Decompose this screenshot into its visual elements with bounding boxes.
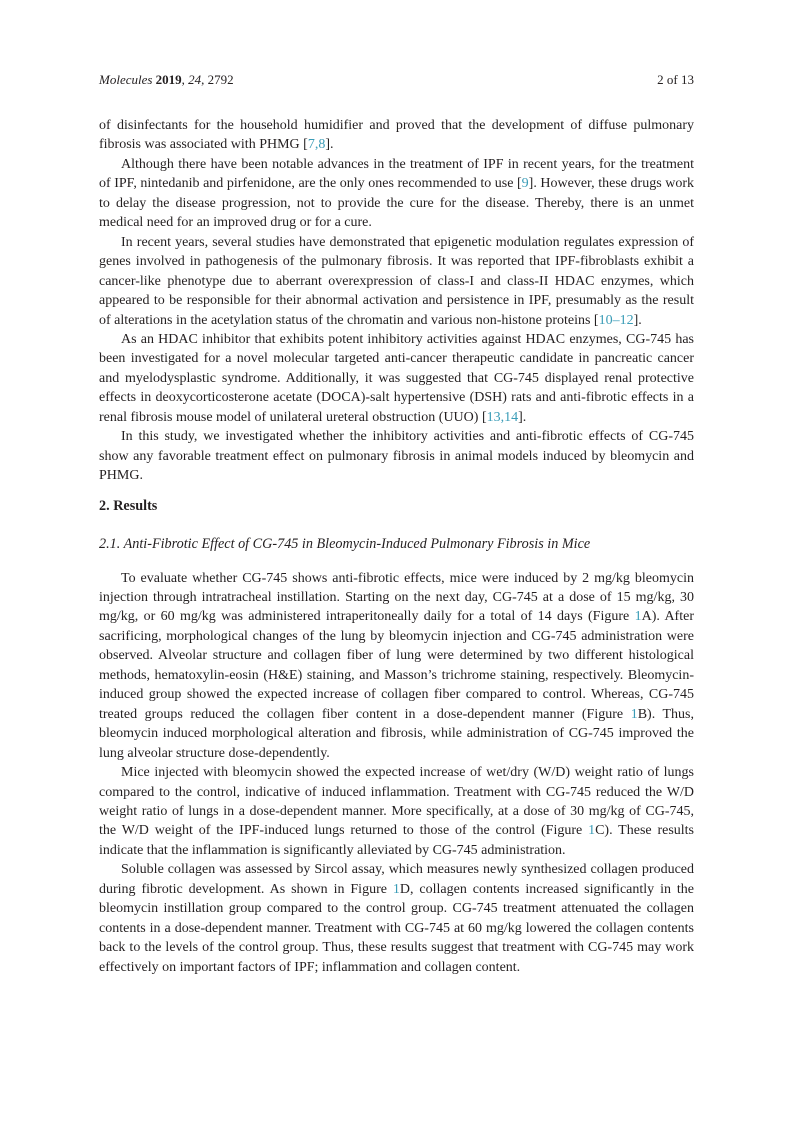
text-run: Soluble collagen was assessed by Sircol assay, which measures newly synthesized collagen produced during fibrotic development. As shown in Figure [99,862,694,897]
text-run: D, collagen contents increased significantly in the bleomycin instillation group compared to the control group. CG-745 treatment attenuated the collagen contents in a dose-dependent manner. Treatment with CG-745 at 60 mg/kg lowered the collagen contents back to the levels of the control group. Thus, these results suggest that treatment with CG-745 may work effectively on important factors of IPF; inflammation and collagen content. [99,881,695,975]
text-run: ]. [325,137,334,153]
paragraph [99,233,694,330]
paragraph [99,763,694,860]
text-run: ]. However, these drugs work to delay the disease progression, not to provide the cure for the disease. Thereby, there is an unmet medical need for an improved drug or for a cure. [99,176,694,231]
article-body [99,116,694,977]
text-run: , 2792 [201,72,234,87]
paragraph [99,155,694,233]
figure-link-1a[interactable]: 1 [634,609,642,625]
text-run: B). Thus, bleomycin induced morphological alteration and fibrosis, while administration of CG-745 improved the lung alveolar structure dose-dependently. [99,706,695,761]
figure-link-1d[interactable]: 1 [392,881,400,897]
paragraph [99,569,694,764]
paragraph [99,860,694,977]
text-run: To evaluate whether CG-745 shows anti-fibrotic effects, mice were induced by 2 mg/kg bleomycin injection through intratracheal instillation. Starting on the next day, CG-745 at a dose of 15 mg/kg, 30 mg/kg, or 60 mg/kg was administered intraperitoneally daily for a total of 14 days (Figure [99,570,694,625]
text-run: Molecules [99,72,153,87]
text-run: A). After sacrificing, morphological changes of the lung by bleomycin injection and CG-745 administration were observed. Alveolar structure and collagen fiber of lung were determined by two different histological methods, hematoxylin-eosin (H&E) staining, and Masson’s trichrome staining, respectively. Bleomycin-induced group showed the expected increase of collagen fiber compared to control. Whereas, CG-745 treated groups reduced the collagen fiber content in a dose-dependent manner (Figure [99,609,694,722]
subsection-heading: 2.1. Anti-Fibrotic Effect of CG-745 in Bleomycin-Induced Pulmonary Fibrosis in Mice [99,536,591,553]
section-heading: 2. Results [99,497,158,514]
text-run: Although there have been notable advances in the treatment of IPF in recent years, for the treatment of IPF, nintedanib and pirfenidone, are the only ones recommended to use [ [99,156,694,192]
running-head [99,72,694,88]
text-run: ]. [518,409,527,425]
paragraph [99,427,694,485]
page-number: 2 of 13 [657,72,694,87]
text-run: As an HDAC inhibitor that exhibits potent inhibitory activities against HDAC enzymes, CG-745 has been investigated for a novel molecular targeted anti-cancer therapeutic candidate in pancreatic cancer and myelodysplastic syndrome. Additionally, it was suggested that CG-745 displayed renal protective effects in deoxycorticosterone acetate (DOCA)-salt hypertensive (DSH) rats and anti-fibrotic effects in a renal fibrosis mouse model of unilateral ureteral obstruction (UUO) [ [99,331,694,425]
text-run: In recent years, several studies have demonstrated that epigenetic modulation regulates expression of genes involved in pathogenesis of the pulmonary fibrosis. It was reported that IPF-fibroblasts exhibit a cancer-like phenotype due to aberrant overexpression of class-I and class-II HDAC enzymes, which appeared to be responsible for their abnormal activation and persistence in IPF, presumably as the result of alterations in the acetylation status of the chromatin and various non-histone proteins [ [99,234,694,328]
figure-link-1c[interactable]: 1 [588,823,596,839]
citation-link-7-8[interactable]: 7,8 [307,137,326,153]
text-run: 2019 [155,72,182,87]
citation-link-9[interactable]: 9 [521,176,529,192]
paragraph [99,330,694,427]
text-run: 24 [188,72,202,87]
text-run: In this study, we investigated whether the inhibitory activities and anti-fibrotic effects of CG-745 show any favorable treatment effect on pulmonary fibrosis in animal models induced by bleomycin and PHMG. [99,429,694,484]
figure-link-1b[interactable]: 1 [630,706,638,722]
citation-link-10-12[interactable]: 10–12 [598,312,634,328]
text-run: Mice injected with bleomycin showed the expected increase of wet/dry (W/D) weight ratio of lungs compared to the control, indicative of induced inflammation. Treatment with CG-745 reduced the W/D weight ratio of lungs in a dose-dependent manner. More specifically, at a dose of 30 mg/kg of CG-745, the W/D weight of the IPF-induced lungs returned to those of the control (Figure [99,765,694,839]
text-run: C). These results indicate that the inflammation is significantly alleviated by CG-745 administration. [99,823,694,858]
text-run: ]. [633,312,642,328]
citation-link-13-14[interactable]: 13,14 [486,409,519,425]
text-run: , [181,72,189,87]
text-run: of disinfectants for the household humidifier and proved that the development of diffuse pulmonary fibrosis was associated with PHMG [ [99,118,694,153]
journal-citation [99,72,234,88]
paragraph [99,116,694,155]
